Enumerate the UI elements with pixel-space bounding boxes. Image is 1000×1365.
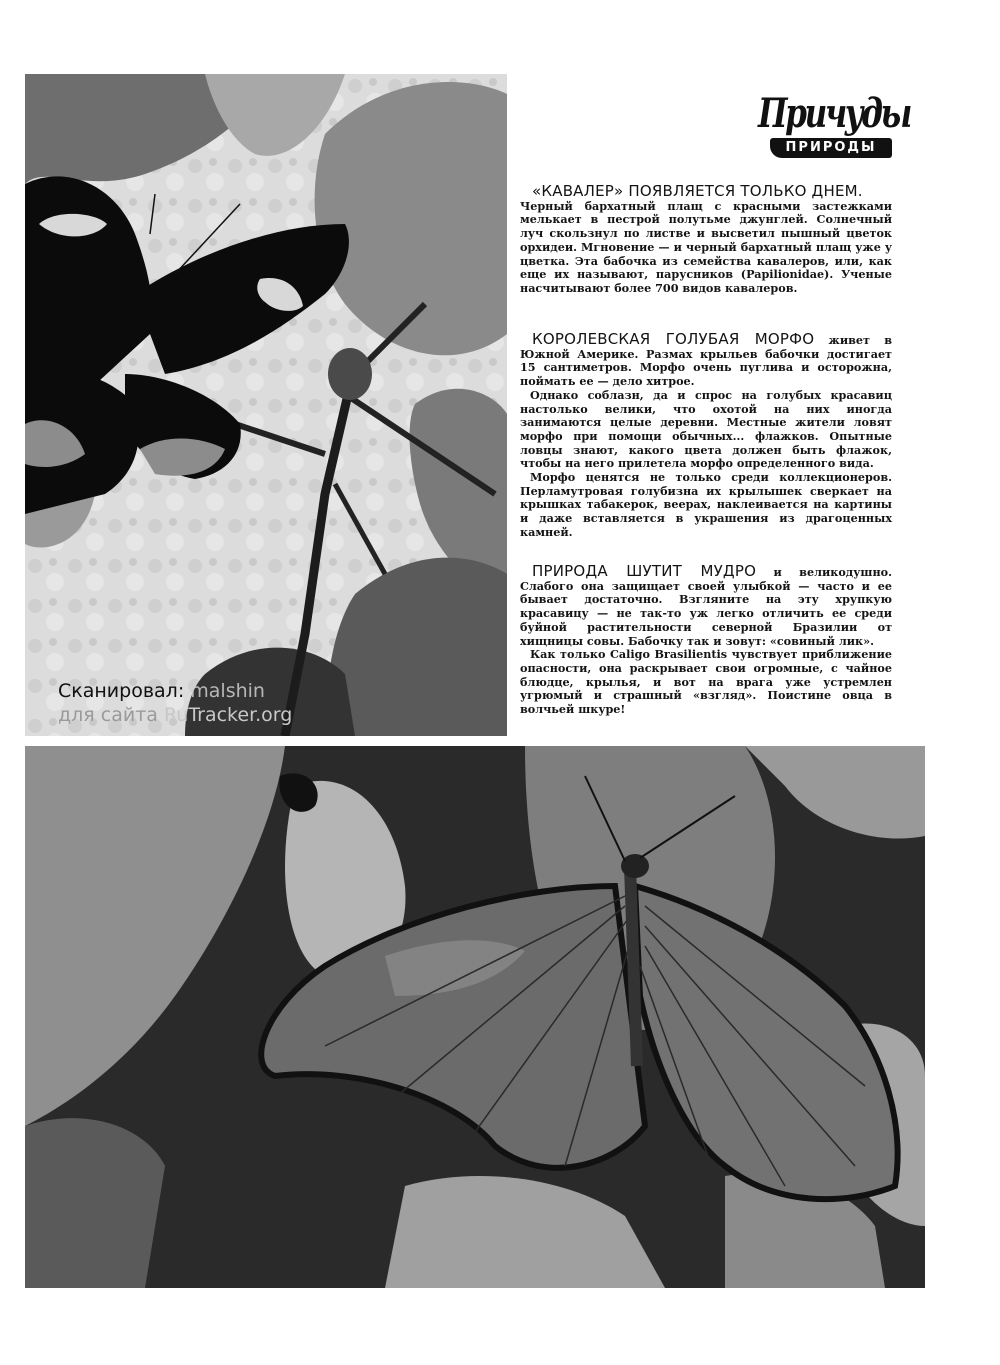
watermark-line-1: [58, 679, 292, 703]
article-lead-text: и великодушно. Слабого она защищает своей улыбкой — часто и ее бывает достаточно. Взгляните на эту хрупкую красавицу — не так-то уж легко отличить ее среди буйной растительности северной Бразилии от хищницы совы. Бабочку так и зовут: «совиный лик».: [520, 565, 892, 648]
article-headline: КОРОЛЕВСКАЯ ГОЛУБАЯ МОРФО: [532, 330, 815, 348]
article-morpho: [520, 330, 893, 540]
cavalier-butterfly-illustration: [25, 74, 507, 736]
rubric-title-band: ПРИРОДЫ: [770, 138, 892, 158]
owl-butterfly-illustration: [25, 746, 925, 1288]
article-owl-butterfly: [520, 562, 892, 717]
article-lead-text: живет в Южной Америке. Размах крыльев бабочки достигает 15 сантиметров. Морфо очень пуглива и осторожна, поймать ее — дело хитрое.: [520, 333, 893, 389]
article-paragraph: Как только Caligo Brasilientis чувствует приближение опасности, она раскрывает свои огромные, с чайное блюдце, крылья, и вот на врага уже устремлен угрюмый и страшный «взгляд». Поистине овца в волчьей шкуре!: [520, 647, 892, 717]
watermark-site: RuTracker.org: [163, 704, 293, 726]
article-headline: «КАВАЛЕР» ПОЯВЛЯЕТСЯ ТОЛЬКО ДНЕМ.: [532, 182, 863, 200]
scanner-watermark: [58, 679, 292, 727]
rubric-logo: [756, 90, 911, 160]
photo-cavalier-butterfly: [25, 74, 507, 736]
rubric-title-script: Причуды: [758, 90, 911, 137]
watermark-nick: malshin: [184, 680, 265, 702]
photo-owl-butterfly: [25, 746, 925, 1288]
watermark-line-2: [58, 703, 292, 727]
article-paragraph: Морфо ценятся не только среди коллекционеров. Перламутровая голубизна их крылышек сверкает на крышках табакерок, веерах, наклеивается на картины и даже вставляется в украшения из драгоценных камней.: [520, 470, 892, 539]
article-paragraph: Черный бархатный плащ с красными застежками мелькает в пестрой полутьме джунглей. Солнечный луч скользнул по листве и высветил пышный цветок орхидеи. Мгновение — и черный бархатный плащ уже у цветка. Эта бабочка из семейства кавалеров, или, как еще их называют, парусников (Papilionidae). Ученые насчитывают более 700 видов кавалеров.: [520, 198, 892, 295]
article-headline: ПРИРОДА ШУТИТ МУДРО: [532, 562, 757, 580]
watermark-site-label: для сайта: [58, 704, 164, 726]
watermark-scanned-label: Сканировал:: [58, 680, 185, 702]
article-paragraph: Однако соблазн, да и спрос на голубых красавиц настолько велики, что охотой на них иногда занимаются целые деревни. Местные жители ловят морфо при помощи обычных... флажков. Опытные ловцы знают, какого цвета должен быть флажок, чтобы на него прилетела морфо определенного вида.: [520, 387, 892, 471]
article-cavalier: [520, 182, 892, 296]
